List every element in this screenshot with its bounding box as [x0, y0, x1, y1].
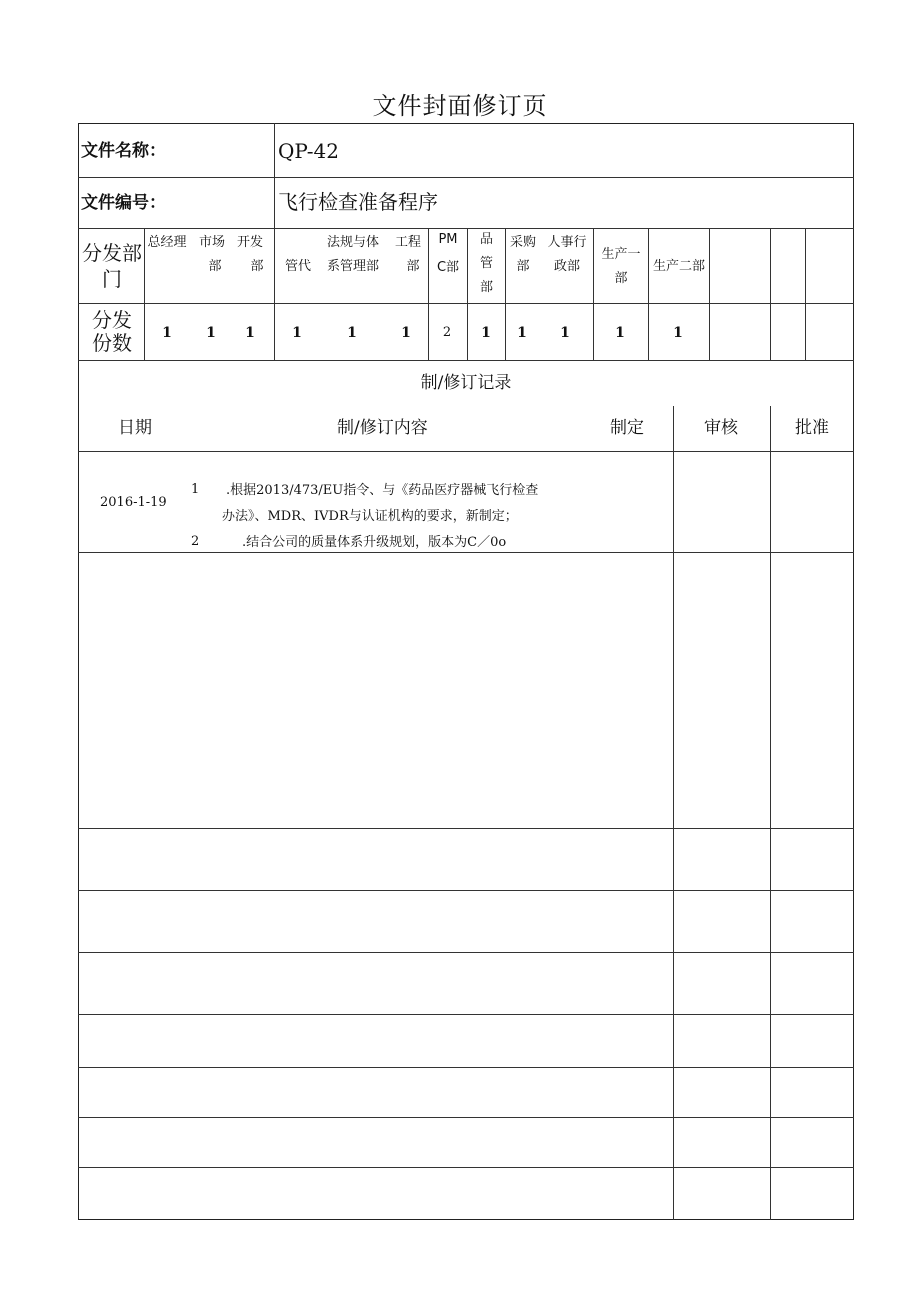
rule-line [709, 228, 710, 360]
count-production-two: 1 [673, 325, 683, 341]
dept-name-line: 市场 [198, 235, 225, 250]
dept-name-line: 生产一 [601, 247, 641, 262]
revision-item-number: 2 [191, 534, 200, 549]
dept-name-line: 总经理 [147, 235, 187, 250]
rule-line [78, 1014, 854, 1015]
rule-line [78, 360, 854, 361]
rule-line [648, 228, 649, 360]
dept-name-line: 部 [208, 259, 222, 274]
dept-quality [468, 228, 505, 300]
dist-dept-label [80, 240, 144, 292]
dept-name-line: C部 [436, 260, 460, 275]
count-production-one: 1 [615, 325, 625, 341]
rule-line [770, 406, 771, 1220]
dept-management-representative [280, 255, 316, 279]
rule-line [78, 1067, 854, 1068]
rule-line [78, 952, 854, 953]
revision-item-text: 办法》、MDR、IVDR与认证机构的要求，新制定； [222, 509, 518, 524]
dept-name-line: 系管理部 [326, 259, 379, 274]
dept-name-line: 品 [479, 232, 493, 247]
revision-item-text: .根据2013/473/EU指令、与《药品医疗器械飞行检查 [226, 483, 539, 498]
doc-title: 文件封面修订页 [372, 92, 548, 120]
dept-name-line: 法规与体 [326, 235, 379, 250]
dept-name-line: 生产二部 [652, 259, 705, 274]
dept-name-line: 政部 [553, 259, 580, 274]
header-reviewed: 审核 [704, 418, 738, 438]
dept-name-line: 工程 [394, 235, 421, 250]
file-name-label: 文件名称： [81, 141, 166, 161]
count-engineering: 1 [401, 325, 411, 341]
dept-name-line: 部 [250, 259, 264, 274]
file-number-label: 文件编号： [81, 193, 166, 213]
dept-purchasing [506, 231, 540, 279]
header-prepared: 制定 [610, 418, 644, 438]
count-regulatory-system: 1 [347, 325, 357, 341]
dept-pmc [429, 228, 467, 280]
dist-count-label-line: 份数 [92, 331, 132, 355]
file-number-value: 飞行检查准备程序 [278, 190, 438, 214]
file-name-value: QP-42 [278, 139, 339, 163]
count-general-manager: 1 [162, 325, 172, 341]
rule-line [274, 228, 275, 360]
rule-line [78, 890, 854, 891]
dept-name-line: 管 [479, 256, 493, 271]
dist-count-label [80, 309, 144, 355]
rule-line [805, 228, 806, 360]
header-approved: 批准 [795, 418, 829, 438]
rule-line [78, 1117, 854, 1118]
count-development: 1 [245, 325, 255, 341]
dept-development [232, 231, 268, 279]
dept-engineering [390, 231, 426, 279]
rule-line [78, 1167, 854, 1168]
dept-hr-admin [542, 231, 592, 279]
rule-line [673, 406, 674, 1220]
dept-general-manager [144, 231, 190, 255]
dept-production-two [649, 255, 709, 279]
dept-name-line: 部 [516, 259, 530, 274]
revision-item-text: .结合公司的质量体系升级规划，版本为C／0o [242, 535, 507, 550]
rule-line [78, 552, 854, 553]
dept-name-line: 部 [406, 259, 420, 274]
rule-line [274, 123, 275, 228]
dept-production-one [594, 243, 648, 291]
revision-section-title: 制/修订记录 [420, 373, 512, 393]
dept-marketing [192, 231, 232, 279]
count-purchasing: 1 [517, 325, 527, 341]
revision-item-number: 1 [191, 482, 200, 497]
dept-name-line: 部 [614, 271, 628, 286]
rule-line [770, 228, 771, 360]
count-management-representative: 1 [292, 325, 302, 341]
count-marketing: 1 [206, 325, 216, 341]
dept-name-line: 开发 [236, 235, 263, 250]
rule-line [78, 177, 854, 178]
dist-dept-label-line: 门 [102, 267, 122, 291]
count-hr-admin: 1 [560, 325, 570, 341]
header-content: 制/修订内容 [337, 418, 428, 438]
count-pmc: 2 [442, 325, 452, 340]
dept-name-line: 人事行 [547, 235, 587, 250]
dept-name-line: PM [438, 232, 458, 247]
cover-table [78, 123, 854, 1220]
dept-regulatory-system [320, 231, 386, 279]
dist-count-label-line: 分发 [92, 308, 132, 332]
header-date: 日期 [118, 418, 152, 438]
rule-line [78, 828, 854, 829]
revision-date: 2016-1-19 [100, 495, 167, 510]
dept-name-line: 部 [479, 280, 493, 295]
count-quality: 1 [481, 325, 491, 341]
dist-dept-label-line: 分发部 [82, 241, 142, 265]
rule-line [78, 303, 854, 304]
dept-name-line: 管代 [284, 259, 311, 274]
rule-line [78, 451, 854, 452]
dept-name-line: 采购 [509, 235, 536, 250]
